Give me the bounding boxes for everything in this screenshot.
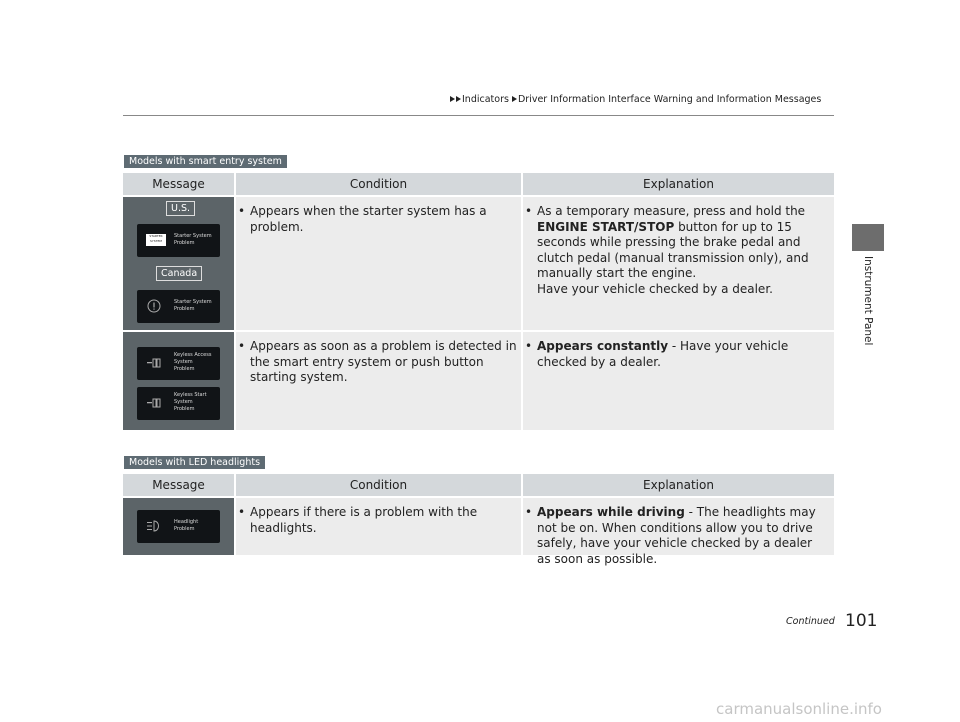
breadcrumb-arrow-icon	[456, 96, 461, 102]
side-section-label	[854, 256, 882, 346]
section-tag-smart-entry: Models with smart entry system	[124, 155, 287, 168]
header-condition: Condition	[349, 478, 408, 492]
header-message: Message	[152, 478, 205, 492]
table-header	[123, 173, 834, 195]
display-screen-canada	[137, 290, 220, 323]
starter-system-icon: STARTER SYSTEM	[146, 234, 166, 246]
region-label-canada: Canada	[156, 266, 202, 281]
region-label-us: U.S.	[166, 201, 195, 216]
breadcrumb-arrow-icon	[512, 96, 517, 102]
header-explanation: Explanation	[643, 177, 714, 191]
explanation-bullet	[523, 505, 823, 567]
screen-text: Headlight Problem	[174, 519, 199, 532]
watermark: carmanualsonline.info	[716, 700, 882, 718]
breadcrumb	[450, 94, 821, 105]
condition-text: • Appears if there is a problem with the headlights.	[236, 505, 521, 536]
side-section-label-text: Instrument Panel	[862, 256, 874, 346]
screen-text: Keyless Start System Problem	[174, 392, 207, 412]
explanation-cell	[523, 505, 823, 567]
message-image	[123, 332, 234, 430]
explanation-cell	[523, 339, 823, 370]
explanation-bold: Appears while driving	[537, 505, 685, 519]
explanation-text: - The headlights may not be on. When conditions allow you to drive safely, have your vehicle checked by a dealer as soon as possible.	[537, 505, 816, 566]
explanation-text: - Have your vehicle checked by a dealer.	[537, 339, 789, 369]
header-message: Message	[152, 177, 205, 191]
section-tag-led-headlights: Models with LED headlights	[124, 456, 265, 469]
page-number: 101	[845, 611, 878, 631]
continued-label: Continued	[786, 616, 835, 627]
screen-text: Starter System Problem	[174, 299, 212, 312]
table-header	[123, 474, 834, 496]
condition-cell	[236, 339, 521, 386]
message-image	[123, 197, 234, 330]
screen-text: Starter System Problem	[174, 233, 212, 246]
table-row	[123, 197, 834, 330]
explanation-bullet	[523, 204, 823, 297]
breadcrumb-arrow-icon	[450, 96, 455, 102]
display-screen-us	[137, 224, 220, 257]
condition-cell	[236, 505, 521, 536]
display-screen	[137, 347, 220, 380]
display-screen	[137, 510, 220, 543]
headlight-icon	[146, 519, 162, 533]
explanation-text: As a temporary measure, press and hold the	[537, 204, 806, 218]
warning-circle-icon	[146, 299, 162, 313]
breadcrumb-level1: Indicators	[462, 94, 509, 105]
condition-cell	[236, 204, 515, 235]
condition-text: • Appears as soon as a problem is detected in the smart entry system or push button starting system.	[236, 339, 521, 386]
message-image	[123, 498, 234, 555]
table-row	[123, 332, 834, 430]
table-row	[123, 498, 834, 566]
breadcrumb-level2: Driver Information Interface Warning and Information Messages	[517, 94, 822, 105]
key-fob-icon	[146, 356, 162, 370]
section-tab-marker	[852, 224, 884, 251]
condition-text: • Appears when the starter system has a problem.	[236, 204, 515, 235]
explanation-bullet	[523, 339, 823, 370]
explanation-cell	[523, 204, 823, 297]
header-explanation: Explanation	[643, 478, 714, 492]
display-screen	[137, 387, 220, 420]
explanation-text: button for up to 15 seconds while pressing the brake pedal and clutch pedal (manual transmission only), and manually start the engine.	[537, 219, 809, 280]
explanation-bold: ENGINE START/STOP	[537, 219, 675, 234]
screen-text: Keyless Access System Problem	[174, 352, 212, 372]
key-fob-icon	[146, 396, 162, 410]
header-condition: Condition	[349, 177, 408, 191]
explanation-bold: Appears constantly	[537, 339, 669, 353]
explanation-text: Have your vehicle checked by a dealer.	[537, 281, 773, 296]
header-divider	[123, 115, 834, 116]
